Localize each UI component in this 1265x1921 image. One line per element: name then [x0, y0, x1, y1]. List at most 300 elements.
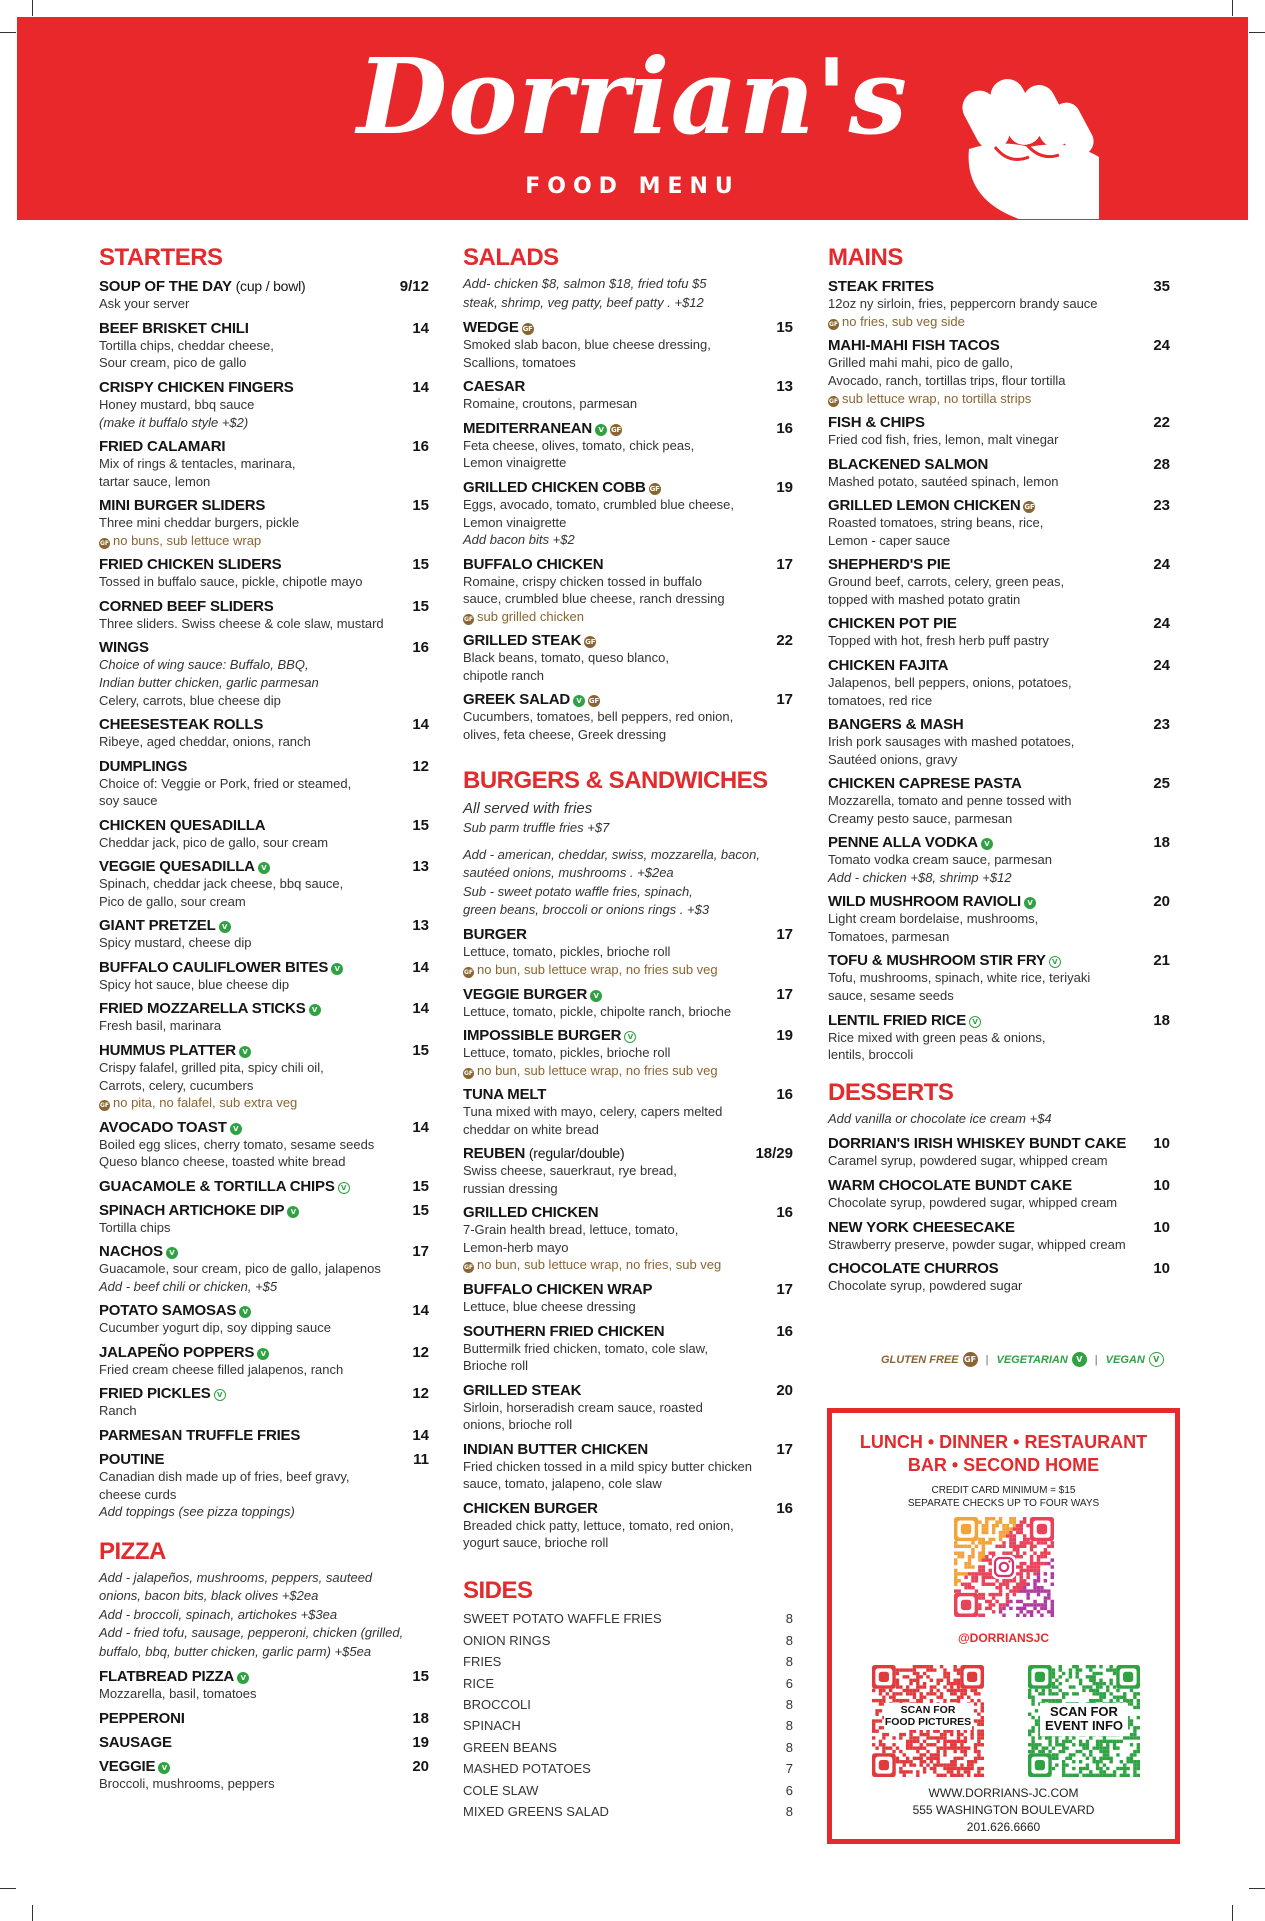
- brand-logo: Dorrian's: [356, 35, 909, 158]
- menu-item: [99, 1000, 429, 1035]
- menu-item-name: [463, 420, 622, 437]
- menu-item-header: [463, 479, 793, 496]
- menu-item-description: [99, 1260, 429, 1278]
- menu-item-description: [463, 1239, 793, 1257]
- menu-item-description: [463, 1121, 793, 1139]
- diet-legend: [881, 1352, 1164, 1367]
- description-text: Buttermilk fried chicken, tomato, cole slaw,: [463, 1340, 708, 1356]
- menu-item-name: [463, 1027, 636, 1044]
- menu-item-name: [463, 926, 527, 943]
- gluten-free-icon: GF: [649, 485, 660, 494]
- menu-item-name: [99, 817, 265, 834]
- menu-item-price: 15: [412, 1041, 429, 1059]
- description-text: no bun, sub lettuce wrap, no fries sub veg: [477, 962, 718, 977]
- menu-item-description: [463, 1517, 793, 1535]
- menu-item-price: 17: [776, 926, 793, 944]
- menu-item-name: [99, 1668, 249, 1685]
- side-item-price: 6: [785, 1675, 793, 1691]
- menu-item-name: [828, 952, 1061, 969]
- description-text: Guacamole, sour cream, pico de gallo, jalapenos: [99, 1261, 381, 1277]
- menu-item: [463, 926, 793, 978]
- menu-item-price: 18: [412, 1709, 429, 1727]
- menu-item: [463, 1204, 793, 1274]
- menu-item-title: CORNED BEEF SLIDERS: [99, 597, 274, 615]
- menu-item-title: BUFFALO CAULIFLOWER BITES: [99, 958, 329, 976]
- menu-item-price: 9/12: [399, 278, 429, 296]
- menu-item-name: [99, 716, 263, 733]
- website-link[interactable]: WWW.DORRIANS-JC.COM: [928, 1786, 1079, 1800]
- menu-item-title: PENNE ALLA VODKA: [828, 834, 978, 852]
- menu-item-price: 13: [412, 917, 429, 935]
- phone-number[interactable]: 201.626.6660: [966, 1819, 1041, 1834]
- description-text: Lemon vinaigrette: [463, 514, 567, 530]
- gluten-free-icon: GF: [463, 969, 474, 976]
- menu-item-description: [99, 692, 429, 710]
- menu-item-name: [99, 1734, 172, 1751]
- menu-item-description: [828, 591, 1170, 609]
- menu-item: [463, 420, 793, 472]
- vegetarian-icon: V: [237, 1672, 249, 1684]
- side-item-price: 8: [785, 1803, 793, 1819]
- note-line: Sub - sweet potato waffle fries, spinach,: [463, 883, 693, 899]
- menu-item-header: [99, 1710, 429, 1727]
- menu-item-price: 10: [1153, 1177, 1170, 1194]
- description-text: tomatoes, red rice: [828, 692, 933, 708]
- menu-item-title: LENTIL FRIED RICE: [828, 1011, 966, 1029]
- menu-item-title: WINGS: [99, 639, 149, 657]
- menu-item-price: 14: [412, 1302, 429, 1320]
- side-item-name: BROCCOLI: [463, 1696, 531, 1712]
- menu-item-price: 14: [412, 379, 429, 397]
- menu-item: [99, 1427, 429, 1444]
- menu-item-header: [99, 320, 429, 337]
- description-text: sub grilled chicken: [477, 608, 584, 624]
- description-text: Tuna mixed with mayo, celery, capers melted: [463, 1104, 723, 1120]
- menu-item-description: [828, 573, 1170, 591]
- street-address: 555 WASHINGTON BOULEVARD: [912, 1802, 1095, 1817]
- menu-item-header: [463, 1281, 793, 1298]
- vegetarian-icon: V: [309, 1004, 321, 1016]
- description-text: Lettuce, blue cheese dressing: [463, 1299, 636, 1315]
- vegetarian-icon: V: [258, 862, 270, 874]
- section-note: [828, 1110, 1170, 1128]
- menu-item: [828, 657, 1170, 709]
- menu-item-description: [463, 726, 793, 744]
- menu-item-option: [828, 390, 1170, 408]
- note-line: steak, shrimp, veg patty, beef patty . +$12: [463, 294, 704, 310]
- side-item-price: 8: [785, 1739, 793, 1755]
- menu-item: [463, 1027, 793, 1079]
- menu-item-header: [99, 379, 429, 396]
- menu-item-header: [828, 952, 1170, 969]
- instagram-handle[interactable]: @DORRIANSJC: [957, 1631, 1050, 1645]
- menu-item-price: 22: [776, 632, 793, 650]
- menu-item-description: [828, 372, 1170, 390]
- menu-item-title: SAUSAGE: [99, 1733, 172, 1751]
- menu-item-title: CRISPY CHICKEN FINGERS: [99, 379, 294, 397]
- menu-item-description: [828, 969, 1170, 987]
- menu-item: [99, 1178, 429, 1195]
- gluten-free-icon: GF: [99, 539, 110, 547]
- gluten-free-icon: GF: [463, 1069, 474, 1077]
- note-line: Sub parm truffle fries +$7: [463, 820, 610, 836]
- side-item: [463, 1651, 793, 1672]
- menu-item-title: STEAK FRITES: [828, 278, 934, 296]
- menu-item-header: [99, 1302, 429, 1319]
- menu-item-description: [99, 615, 429, 633]
- menu-item-name: [828, 615, 957, 632]
- description-text: no pita, no falafel, sub extra veg: [113, 1095, 298, 1111]
- description-text: Eggs, avocado, tomato, crumbled blue cheese,: [463, 497, 734, 513]
- menu-item: [99, 556, 429, 591]
- description-text: russian dressing: [463, 1180, 558, 1196]
- menu-item-description: [463, 1221, 793, 1239]
- note-line: Add - fried tofu, sausage, pepperoni, chicken (grilled,: [99, 1625, 404, 1641]
- menu-item-description: [99, 295, 429, 313]
- menu-item-name: [828, 657, 948, 674]
- menu-item-price: 15: [412, 816, 429, 834]
- description-text: no bun, sub lettuce wrap, no fries, sub veg: [477, 1257, 722, 1273]
- section-subtitle: All served with fries: [463, 799, 593, 817]
- menu-item-title: WILD MUSHROOM RAVIOLI: [828, 893, 1022, 911]
- description-text: Carrots, celery, cucumbers: [99, 1077, 254, 1093]
- menu-item-title: VEGGIE BURGER: [463, 985, 588, 1003]
- side-item: [463, 1780, 793, 1801]
- description-text: sauce, sesame seeds: [828, 987, 954, 1003]
- menu-item-list: [99, 1668, 429, 1792]
- menu-item-price: 10: [1153, 1218, 1170, 1236]
- gluten-free-icon: GF: [99, 1102, 110, 1110]
- menu-item-title: BANGERS & MASH: [828, 716, 964, 734]
- menu-item-title: FRIED MOZZARELLA STICKS: [99, 1000, 306, 1018]
- menu-item: [463, 632, 793, 684]
- description-text: Jalapenos, bell peppers, onions, potatoes,: [828, 674, 1072, 690]
- menu-item-description: [99, 1059, 429, 1077]
- menu-item-description: [99, 1077, 429, 1095]
- menu-item-description: [463, 1357, 793, 1375]
- menu-item-description: [828, 851, 1170, 869]
- menu-item-header: [463, 986, 793, 1003]
- menu-item-header: [99, 1042, 429, 1059]
- menu-item-title: NACHOS: [99, 1243, 163, 1261]
- side-item-name: SWEET POTATO WAFFLE FRIES: [463, 1611, 662, 1627]
- description-text: Mozzarella, tomato and penne tossed with: [828, 793, 1072, 809]
- crop-mark: [1249, 1888, 1265, 1889]
- menu-item-price: 15: [776, 319, 793, 337]
- note-line: sautéed onions, mushrooms . +$2ea: [463, 865, 674, 881]
- menu-item-description: [828, 514, 1170, 532]
- menu-item-description: [463, 1534, 793, 1552]
- vegetarian-icon: V: [287, 1206, 299, 1218]
- sides-section: [463, 1578, 793, 1822]
- menu-item-name: [99, 1344, 269, 1361]
- menu-item-price: 15: [412, 497, 429, 515]
- menu-item-header: [828, 834, 1170, 851]
- menu-item-header: [463, 319, 793, 336]
- vegetarian-icon: V: [1024, 897, 1036, 909]
- menu-item-qualifier: (cup / bowl): [231, 278, 306, 295]
- section-title: BURGERS & SANDWICHES: [463, 766, 768, 794]
- menu-item-header: [828, 893, 1170, 910]
- menu-item-title: TOFU & MUSHROOM STIR FRY: [828, 952, 1046, 970]
- note-line: buffalo, bbq, butter chicken, garlic parm) +$5ea: [99, 1643, 372, 1659]
- menu-item-price: 14: [412, 1426, 429, 1444]
- description-text: Avocado, ranch, tortillas trips, flour tortilla: [828, 373, 1066, 389]
- side-item-name: COLE SLAW: [463, 1782, 539, 1798]
- menu-item-header: [828, 1135, 1170, 1152]
- menu-item-title: CHICKEN BURGER: [463, 1499, 598, 1517]
- menu-item-price: 24: [1153, 656, 1170, 674]
- description-text: sauce, tomato, jalapeno, cole slaw: [463, 1476, 662, 1492]
- description-text: topped with mashed potato gratin: [828, 591, 1021, 607]
- menu-item: [828, 1219, 1170, 1254]
- description-text: Celery, carrots, blue cheese dip: [99, 692, 281, 708]
- menu-item-price: 25: [1153, 775, 1170, 793]
- menu-item-description: [828, 532, 1170, 550]
- gluten-free-icon: GF: [585, 638, 596, 647]
- menu-item-title: WARM CHOCOLATE BUNDT CAKE: [828, 1177, 1072, 1194]
- side-item-price: 8: [785, 1718, 793, 1734]
- menu-item-name: [99, 959, 343, 976]
- menu-item-title: BUFFALO CHICKEN: [463, 555, 604, 573]
- vegan-icon: V: [969, 1016, 981, 1028]
- description-text: Roasted tomatoes, string beans, rice,: [828, 515, 1044, 531]
- menu-item-title: BUFFALO CHICKEN WRAP: [463, 1281, 653, 1299]
- menu-item-name: [463, 1323, 664, 1340]
- gluten-free-icon: GF: [463, 615, 474, 623]
- description-text: Ribeye, aged cheddar, onions, ranch: [99, 734, 311, 750]
- menu-item-header: [828, 775, 1170, 792]
- menu-item: [828, 556, 1170, 608]
- menu-item-description: [99, 893, 429, 911]
- crop-mark: [1249, 32, 1265, 33]
- menu-item: [463, 1441, 793, 1493]
- menu-item-name: [99, 1758, 170, 1775]
- description-text: Fried chicken tossed in a mild spicy butter chicken: [463, 1458, 753, 1474]
- menu-item-price: 15: [412, 597, 429, 615]
- qr-label: SCAN FOR EVENT INFO: [1040, 1703, 1128, 1736]
- menu-item-header: [463, 1500, 793, 1517]
- side-item: [463, 1673, 793, 1694]
- menu-item-price: 17: [776, 555, 793, 573]
- menu-item-description: [828, 354, 1170, 372]
- menu-item-header: [463, 1145, 793, 1162]
- event-info-qr[interactable]: [1028, 1665, 1140, 1777]
- menu-item-header: [99, 1202, 429, 1219]
- description-text: Topped with hot, fresh herb puff pastry: [828, 633, 1049, 649]
- menu-item: [99, 1344, 429, 1379]
- menu-item-title: GRILLED STEAK: [463, 632, 582, 650]
- menu-item-title: HUMMUS PLATTER: [99, 1041, 236, 1059]
- description-text: Mashed potato, sautéed spinach, lemon: [828, 473, 1059, 489]
- menu-item-name: [99, 438, 225, 455]
- gluten-free-icon: GF: [963, 1352, 978, 1367]
- menu-item-addon: [99, 1503, 429, 1521]
- menu-item-header: [828, 1177, 1170, 1194]
- section-note: [99, 1569, 429, 1661]
- instagram-qr-code[interactable]: [954, 1517, 1054, 1617]
- menu-item-price: 19: [776, 479, 793, 497]
- menu-item-list: [828, 278, 1170, 1063]
- menu-item-header: [99, 1385, 429, 1402]
- description-text: no fries, sub veg side: [842, 313, 965, 329]
- menu-item: [828, 834, 1170, 886]
- description-text: Fresh basil, marinara: [99, 1018, 222, 1034]
- menu-item: [99, 1243, 429, 1295]
- menu-item-name: [99, 1042, 251, 1059]
- menu-item-title: JALAPEÑO POPPERS: [99, 1343, 255, 1361]
- menu-item-title: FISH & CHIPS: [828, 414, 925, 432]
- description-text: Add - chicken +$8, shrimp +$12: [828, 869, 1012, 885]
- description-text: Cucumber yogurt dip, soy dipping sauce: [99, 1320, 331, 1336]
- note-line: Add - american, cheddar, swiss, mozzarella, bacon,: [463, 846, 760, 862]
- menu-item-header: [99, 817, 429, 834]
- menu-item-price: 24: [1153, 615, 1170, 633]
- menu-item: [99, 1202, 429, 1237]
- description-text: cheddar on white bread: [463, 1121, 599, 1137]
- menu-item: [828, 1135, 1170, 1170]
- menu-item-name: [463, 1500, 598, 1517]
- menu-item: [99, 1385, 429, 1420]
- menu-item-description: [463, 1458, 793, 1476]
- menu-item-description: [99, 1361, 429, 1379]
- menu-item-title: MAHI-MAHI FISH TACOS: [828, 337, 1000, 355]
- food-pictures-qr[interactable]: [872, 1665, 984, 1777]
- menu-item-description: [463, 573, 793, 591]
- menu-item: [99, 817, 429, 852]
- menu-item-title: TUNA MELT: [463, 1086, 547, 1104]
- description-text: Canadian dish made up of fries, beef gravy,: [99, 1468, 350, 1484]
- description-text: chipotle ranch: [463, 667, 544, 683]
- menu-item-header: [463, 691, 793, 708]
- menu-item-description: [463, 1180, 793, 1198]
- menu-item-price: 15: [412, 556, 429, 574]
- description-text: Rice mixed with green peas & onions,: [828, 1029, 1046, 1045]
- menu-item-price: 20: [412, 1757, 429, 1775]
- menu-item-title: CHICKEN QUESADILLA: [99, 816, 266, 834]
- menu-item-option: [463, 1062, 793, 1080]
- description-text: Queso blanco cheese, toasted white bread: [99, 1154, 346, 1170]
- menu-item-name: [99, 1385, 226, 1402]
- menu-item-price: 16: [776, 1499, 793, 1517]
- menu-item-description: [463, 437, 793, 455]
- side-item-name: GREEN BEANS: [463, 1739, 557, 1755]
- menu-item-price: 16: [412, 438, 429, 456]
- menu-item-name: [828, 1012, 981, 1029]
- menu-item-header: [828, 1012, 1170, 1029]
- middle-column: [463, 245, 793, 1822]
- side-item-price: 7: [785, 1761, 793, 1777]
- description-text: Breaded chick patty, lettuce, tomato, red onion,: [463, 1517, 734, 1533]
- menu-item-description: [463, 1475, 793, 1493]
- menu-item-description: [463, 1399, 793, 1417]
- menu-item-header: [828, 414, 1170, 431]
- menu-item-name: [463, 1145, 624, 1162]
- menu-item-header: [828, 716, 1170, 733]
- side-item-name: ONION RINGS: [463, 1632, 551, 1648]
- menu-item-title: CHICKEN CAPRESE PASTA: [828, 775, 1022, 793]
- menu-item-price: 21: [1153, 952, 1170, 970]
- menu-item-price: 28: [1153, 455, 1170, 473]
- section-title: STARTERS: [99, 244, 223, 271]
- section-note: [463, 819, 793, 837]
- menu-item-price: 17: [776, 691, 793, 709]
- sides-list: [463, 1608, 793, 1822]
- menu-item: [828, 893, 1170, 945]
- menu-item-title: CHEESESTEAK ROLLS: [99, 716, 264, 734]
- menu-item-name: [99, 1178, 350, 1195]
- info-box: [827, 1408, 1180, 1844]
- description-text: Light cream bordelaise, mushrooms,: [828, 911, 1039, 927]
- menu-item-price: 14: [412, 1118, 429, 1136]
- description-text: onions, brioche roll: [463, 1417, 573, 1433]
- menu-item-title: SHEPHERD'S PIE: [828, 556, 951, 574]
- menu-item-description: [828, 1152, 1170, 1170]
- menu-item-price: 12: [412, 1385, 429, 1403]
- menu-item-title: FRIED CHICKEN SLIDERS: [99, 556, 282, 574]
- description-text: Fried cream cheese filled jalapenos, ranch: [99, 1361, 344, 1377]
- menu-item-title: DORRIAN'S IRISH WHISKEY BUNDT CAKE: [828, 1135, 1127, 1153]
- side-item: [463, 1758, 793, 1779]
- side-item: [463, 1801, 793, 1822]
- menu-item-name: [99, 497, 265, 514]
- vegetarian-icon: V: [573, 695, 585, 707]
- menu-item-header: [99, 1451, 429, 1468]
- description-text: yogurt sauce, brioche roll: [463, 1535, 609, 1551]
- description-text: no buns, sub lettuce wrap: [113, 532, 262, 548]
- menu-item-title: VEGGIE QUESADILLA: [99, 858, 255, 876]
- menu-item-list: [463, 926, 793, 1551]
- section-title: MAINS: [828, 244, 903, 271]
- menu-item-header: [99, 917, 429, 934]
- menu-item-title: PEPPERONI: [99, 1709, 185, 1727]
- side-item-name: MASHED POTATOES: [463, 1761, 591, 1777]
- description-text: Black beans, tomato, queso blanco,: [463, 650, 669, 666]
- crop-mark: [0, 1888, 16, 1889]
- menu-item-title: GRILLED LEMON CHICKEN: [828, 497, 1021, 515]
- section-title: SIDES: [463, 1576, 533, 1604]
- menu-item: [463, 1382, 793, 1434]
- menu-item-description: [463, 649, 793, 667]
- vegetarian-icon: V: [219, 921, 231, 933]
- menu-item-option: [463, 608, 793, 626]
- menu-item-description: [99, 1468, 429, 1486]
- menu-item: [463, 1145, 793, 1197]
- menu-item-description: [463, 590, 793, 608]
- crop-mark: [0, 32, 16, 33]
- menu-item-description: [99, 1402, 429, 1420]
- note-line: Add- chicken $8, salmon $18, fried tofu $5: [463, 276, 707, 292]
- menu-item-description: [99, 1319, 429, 1337]
- description-text: Irish pork sausages with mashed potatoes,: [828, 734, 1075, 750]
- menu-item-description: [463, 708, 793, 726]
- menu-item-addon: [828, 869, 1170, 887]
- menu-item-name: [99, 556, 281, 573]
- vegetarian-icon: V: [590, 990, 602, 1002]
- menu-item: [828, 497, 1170, 549]
- menu-item: [828, 775, 1170, 827]
- menu-item-name: [99, 758, 187, 775]
- menu-item-name: [463, 378, 525, 395]
- description-text: Mix of rings & tentacles, marinara,: [99, 456, 296, 472]
- description-text: Sautéed onions, gravy: [828, 751, 958, 767]
- menu-item-description: [463, 336, 793, 354]
- menu-item-header: [463, 420, 793, 437]
- description-text: Add - beef chili or chicken, +$5: [99, 1278, 278, 1294]
- gluten-free-icon: GF: [1024, 503, 1035, 512]
- description-text: Choice of wing sauce: Buffalo, BBQ,: [99, 657, 309, 673]
- menu-item-description: [828, 1194, 1170, 1212]
